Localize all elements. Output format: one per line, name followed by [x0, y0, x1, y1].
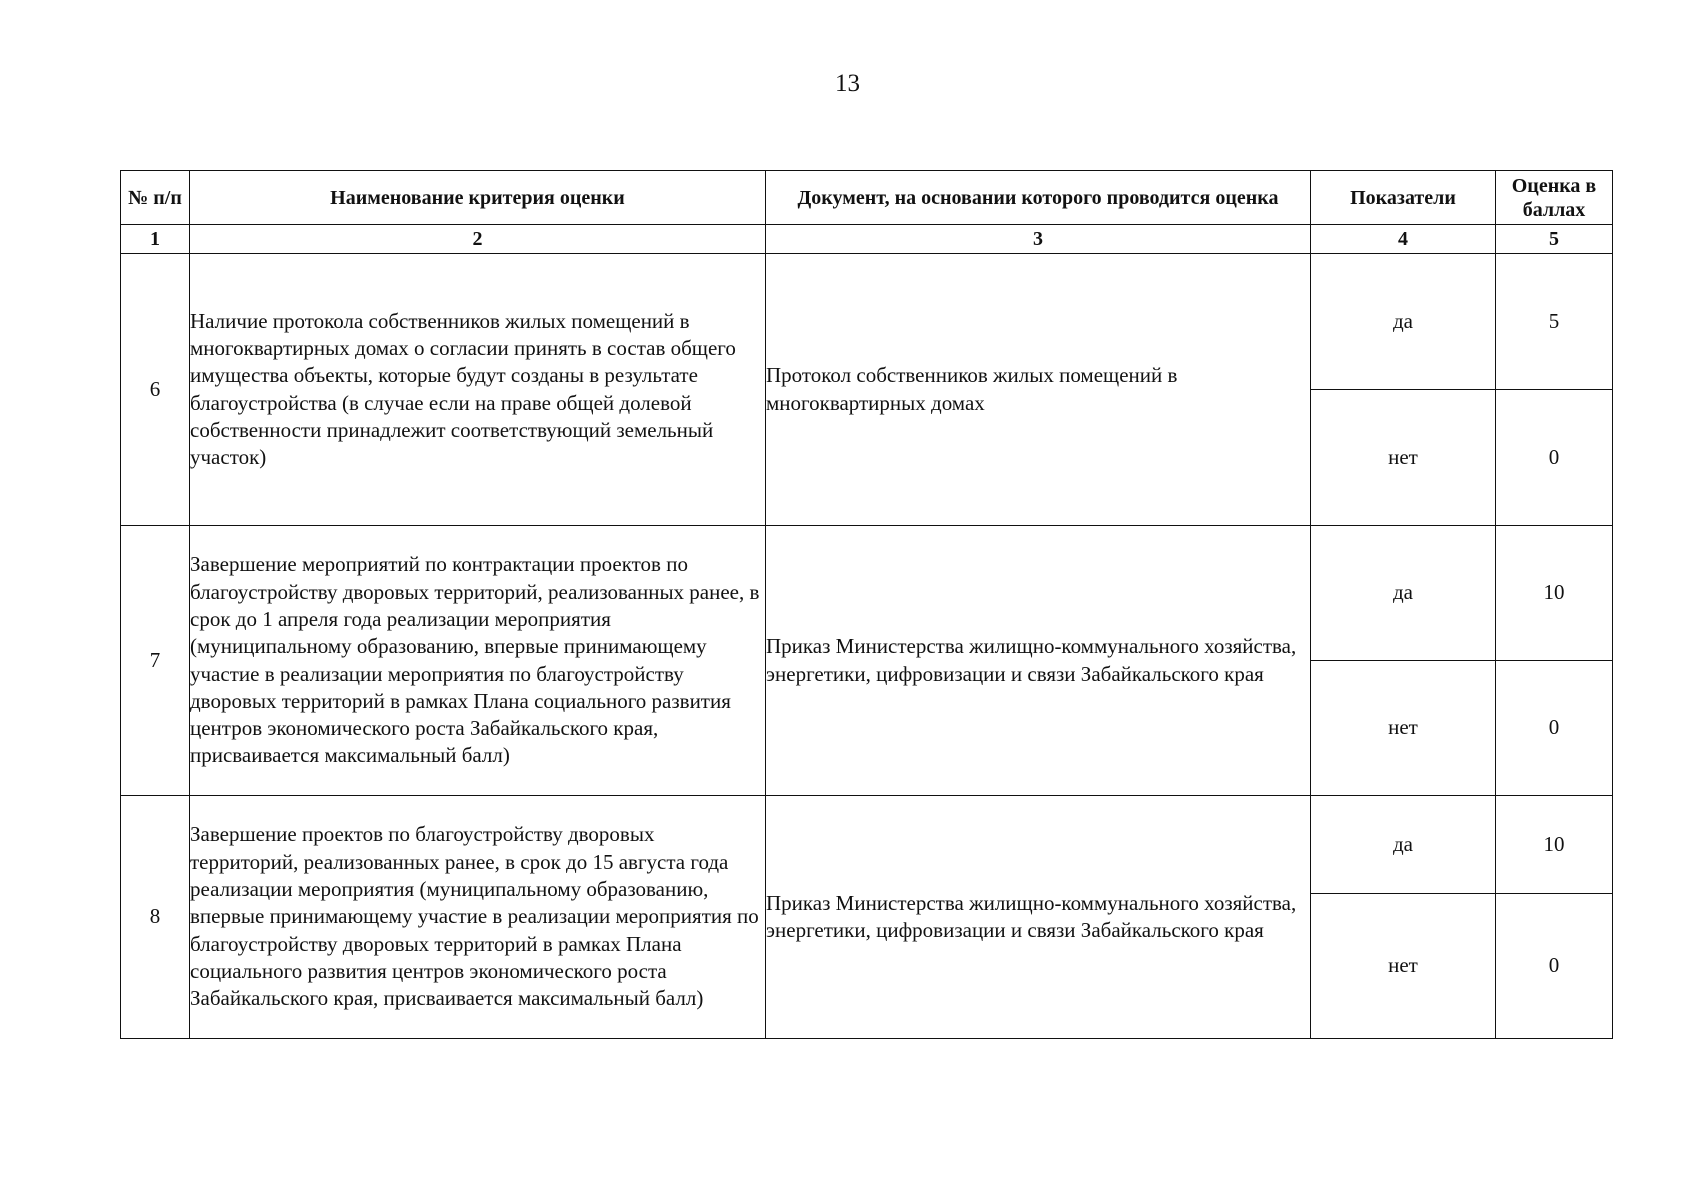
table-row [121, 254, 1613, 390]
criterion-cell: Завершение мероприятий по контрактации проектов по благоустройству дворовых территорий, реализованных ранее, в срок до 1 апреля года реализации мероприятия (муниципальному образованию, впервые принимающему участие в реализации мероприятия по благоустройству дворовых территорий в рамках Плана социального развития центров экономического роста Забайкальского края, присваивается максимальный балл) [190, 526, 766, 796]
column-number: 4 [1311, 225, 1496, 254]
header-indicators: Показатели [1311, 171, 1496, 225]
header-score: Оценка в баллах [1496, 171, 1613, 225]
criterion-cell: Наличие протокола собственников жилых помещений в многоквартирных домах о согласии принять в состав общего имущества объекты, которые будут созданы в результате благоустройства (в случае если на праве общей долевой собственности принадлежит соответствующий земельный участок) [190, 254, 766, 526]
row-number: 6 [121, 254, 190, 526]
column-numbers-row [121, 225, 1613, 254]
row-number: 8 [121, 796, 190, 1039]
score-cell: 0 [1496, 661, 1613, 796]
table-row [121, 796, 1613, 894]
document-cell: Протокол собственников жилых помещений в многоквартирных домах [766, 254, 1311, 526]
column-number: 5 [1496, 225, 1613, 254]
indicator-cell: нет [1311, 390, 1496, 526]
score-cell: 5 [1496, 254, 1613, 390]
row-number: 7 [121, 526, 190, 796]
indicator-cell: нет [1311, 661, 1496, 796]
score-cell: 0 [1496, 894, 1613, 1039]
document-cell: Приказ Министерства жилищно-коммунального хозяйства, энергетики, цифровизации и связи Забайкальского края [766, 526, 1311, 796]
criteria-table [120, 170, 1613, 1039]
column-number: 2 [190, 225, 766, 254]
header-num: № п/п [121, 171, 190, 225]
column-number: 3 [766, 225, 1311, 254]
document-cell: Приказ Министерства жилищно-коммунального хозяйства, энергетики, цифровизации и связи Забайкальского края [766, 796, 1311, 1039]
page-number: 13 [835, 70, 860, 97]
header-criterion: Наименование критерия оценки [190, 171, 766, 225]
indicator-cell: да [1311, 254, 1496, 390]
table-row [121, 526, 1613, 661]
column-number: 1 [121, 225, 190, 254]
score-cell: 10 [1496, 526, 1613, 661]
indicator-cell: нет [1311, 894, 1496, 1039]
criterion-cell: Завершение проектов по благоустройству дворовых территорий, реализованных ранее, в срок до 15 августа года реализации мероприятия (муниципальному образованию, впервые принимающему участие в реализации мероприятия по благоустройству дворовых территорий в рамках Плана социального развития центров экономического роста Забайкальского края, присваивается максимальный балл) [190, 796, 766, 1039]
table-header-row [121, 171, 1613, 225]
score-cell: 0 [1496, 390, 1613, 526]
score-cell: 10 [1496, 796, 1613, 894]
indicator-cell: да [1311, 796, 1496, 894]
indicator-cell: да [1311, 526, 1496, 661]
header-document: Документ, на основании которого проводится оценка [766, 171, 1311, 225]
